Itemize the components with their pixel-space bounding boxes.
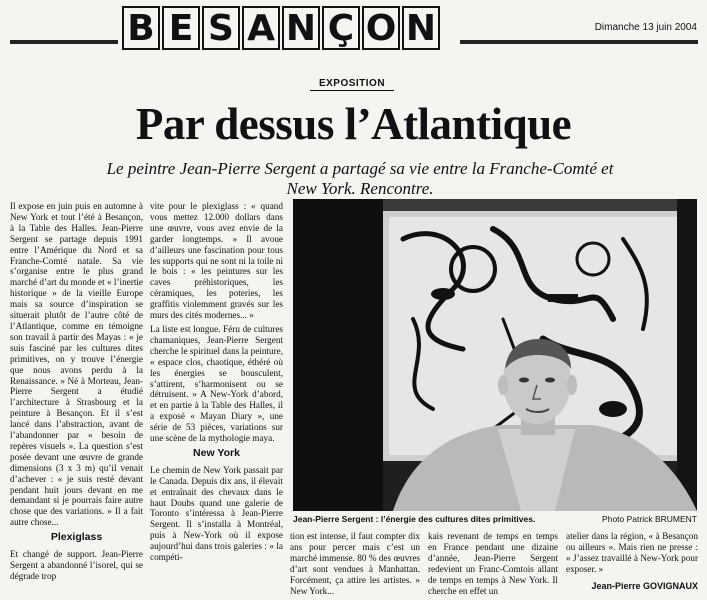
masthead-letter: Ç (322, 6, 360, 50)
column-1-paragraph-1: Il expose en juin puis en automne à New York et tout l’été à Besançon, à la Table des Halles. Jean-Pierre Sergent se partage depuis 1991 entre l’Amérique du Nord et sa Franche-Comté natale. Sa vie s’organise entre le plus grand marché d’art du monde et « l’inertie historique » de la vieille Europe mais sa source d’inspiration se situerait plutôt de l’autre côté de l’Atlantique, comme en témoigne son travail à partir des Mayas : « je suis fasciné par les cultures dites primitives, on y trouve l’énergie que nous avons perdu à la Renaissance. » Né à Morteau, Jean-Pierre Sergent a étudié l’architecture à Strasbourg et la peinture à Besançon. Et il s’est lancé dans l’abstraction, avant de l’abandonner par « besoin de repères visuels ». La question s’est posée devant une œuvre de grande dimensions (3 x 3 m) qu’il venait d’achever : « je suis resté devant pendant huit jours devant en me demandant si je pourrais faire autre chose que des variations. » Il a fait autre chose... (10, 201, 143, 528)
article-headline: Par dessus l’Atlantique (135, 99, 572, 149)
column-2-paragraph-2: La liste est longue. Féru de cultures chamaniques, Jean-Pierre Sergent cherche le spirituel dans la peinture, « espace clos, chaotique, éthéré où les énergies se bousculent, s’attirent, s’harmonisent ou se détruisent. » A New-York d’abord, et en partie à la Table des Halles, il a exposé « Mayan Diary », une série de 53 pièces, variations sur une scène de la mythologie maya. (150, 323, 283, 444)
article-photo (293, 199, 697, 511)
masthead-rule-left (10, 40, 118, 44)
column-5-paragraph: atelier dans la région, « à Besançon ou ailleurs ». Mais rien ne presse : « J’assez travaillé à New-York pour exposer. » (566, 531, 698, 574)
masthead-letter: S (202, 6, 240, 50)
column-2-paragraph-3: Le chemin de New York passait par le Canada. Depuis dix ans, il élevait et entraînait des chevaux dans le haut Doubs quand une galerie de Toronto s’intéressa à Jean-Pierre Sergent. Il s’installa à Montréal, puis à New-York où il expose aujourd’hui dans trois galeries : « la compéti- (150, 464, 283, 563)
masthead-letter: B (122, 6, 160, 50)
column-2-paragraph-1: vite pour le plexiglass : « quand vous mettez 12.000 dollars dans une œuvre, vous avez envie de la garder longtemps. » Il avoue d’ailleurs une fascination pour tous les supports qui ne sont ni la toile ni le bois : « les peintures sur les caves préhistoriques, les céramiques, les poteries, les graffitis violemment gravés sur les murs des cités modernes... » (150, 201, 283, 321)
article-column-1 (10, 201, 143, 582)
photo-caption-row (293, 514, 697, 526)
article-column-3 (290, 531, 420, 596)
subhead-plexiglass: Plexiglass (50, 531, 103, 544)
issue-date: Dimanche 13 juin 2004 (594, 22, 697, 33)
column-3-paragraph: tion est intense, il faut compter dix ans pour percer mais c’est un marché immense. 80 % des œuvres d’art sont vendues à Manhattan. Forcément, ça attire les artistes. » New York... (290, 531, 420, 596)
masthead-letter: A (242, 6, 280, 50)
section-kicker: EXPOSITION (310, 78, 394, 91)
photo-caption: Jean-Pierre Sergent : l’énergie des cultures dites primitives. (293, 514, 536, 524)
article-column-5 (566, 531, 698, 592)
masthead-letter: O (362, 6, 400, 50)
masthead (0, 0, 707, 58)
subhead-new-york: New York (193, 446, 240, 459)
portrait-photo-illustration (293, 199, 697, 511)
article-column-4 (428, 531, 558, 596)
author-byline: Jean-Pierre GOVIGNAUX (591, 580, 698, 591)
column-1-paragraph-2: Et changé de support. Jean-Pierre Sergent a abandonné l’isorel, qui se dégrade trop (10, 549, 143, 581)
masthead-letter: N (282, 6, 320, 50)
article-column-2 (150, 201, 283, 563)
column-4-paragraph: kais revenant de temps en temps en France pendant une dizaine d’année, Jean-Pierre Sergent redevient un Franc-Comtois allant de temps en temps à New York. Il cherche en effet un (428, 531, 558, 596)
masthead-rule-right (460, 40, 698, 44)
article-standfirst: Le peintre Jean-Pierre Sergent a partagé sa vie entre la Franche-Comté et New York. Rencontre. (106, 159, 614, 198)
masthead-title (122, 6, 440, 50)
masthead-letter: N (402, 6, 440, 50)
photo-credit: Photo Patrick BRUMENT (602, 514, 697, 524)
masthead-letter: E (162, 6, 200, 50)
